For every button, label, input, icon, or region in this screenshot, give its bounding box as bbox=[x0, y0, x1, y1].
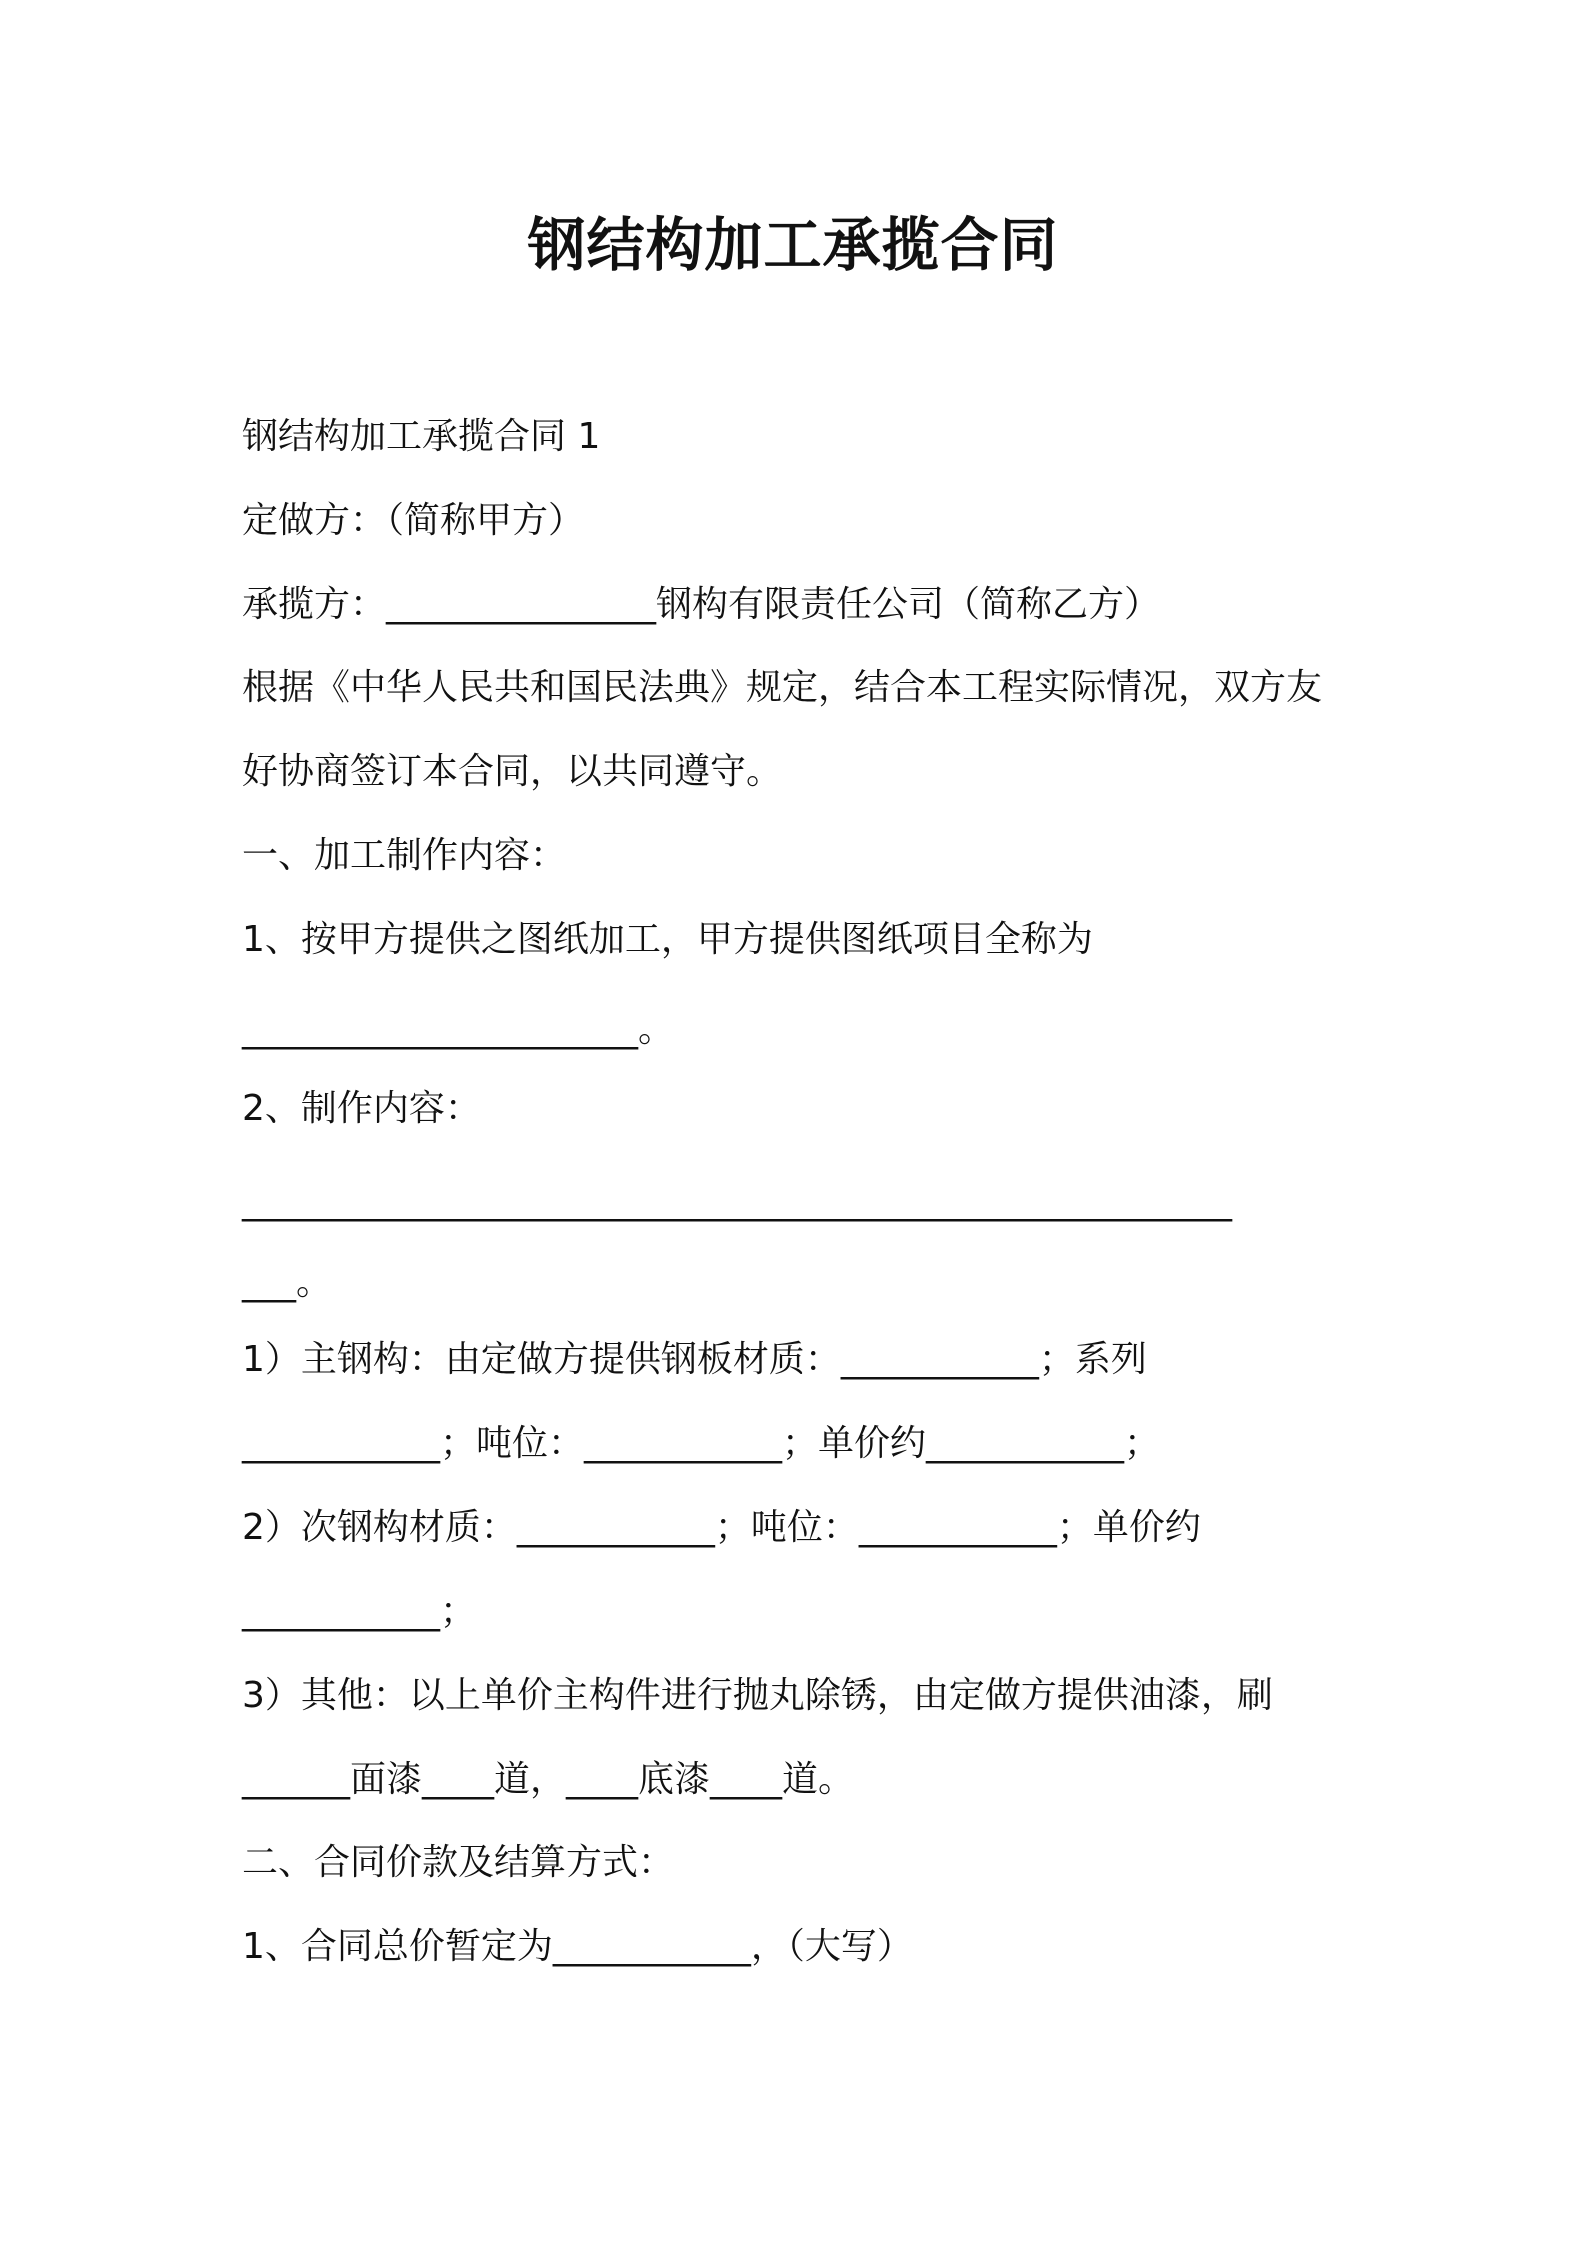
secondary-steel-line-2: ___________； bbox=[242, 1591, 477, 1632]
clause-1-2-heading: 2、制作内容： bbox=[242, 1088, 481, 1129]
secondary-steel-line-1: 2）次钢构材质：___________；吨位：___________；单价约 bbox=[242, 1507, 1201, 1548]
clause-2-1-line: 1、合同总价暂定为___________，（大写） bbox=[242, 1926, 913, 1967]
preamble-line-2: 好协商签订本合同，以共同遵守。 bbox=[242, 751, 783, 792]
party-a-line: 定做方：（简称甲方） bbox=[242, 500, 585, 541]
preamble-line-1: 根据《中华人民共和国民法典》规定，结合本工程实际情况，双方友 bbox=[242, 667, 1323, 708]
section-1-heading: 一、加工制作内容： bbox=[242, 835, 567, 876]
main-steel-line-2: ___________；吨位：___________；单价约___________； bbox=[242, 1423, 1161, 1464]
clause-1-2-blank-line-1: _______________________________________________________ bbox=[242, 1181, 1232, 1222]
party-b-line: 承揽方：_______________钢构有限责任公司（简称乙方） bbox=[242, 584, 1161, 625]
main-steel-line-1: 1）主钢构：由定做方提供钢板材质：___________；系列 bbox=[242, 1339, 1147, 1380]
other-line-1: 3）其他：以上单价主构件进行抛丸除锈，由定做方提供油漆，刷 bbox=[242, 1675, 1273, 1716]
document-title: 钢结构加工承揽合同 bbox=[527, 211, 1059, 279]
section-2-heading: 二、合同价款及结算方式： bbox=[242, 1842, 675, 1883]
clause-1-1-line-1: 1、按甲方提供之图纸加工，甲方提供图纸项目全称为 bbox=[242, 919, 1093, 960]
contract-subtitle: 钢结构加工承揽合同 1 bbox=[242, 416, 601, 457]
other-line-2: ______面漆____道，____底漆____道。 bbox=[242, 1759, 855, 1800]
clause-1-2-blank-line-2: ___。 bbox=[242, 1262, 333, 1303]
clause-1-1-line-2: ______________________。 bbox=[242, 1009, 674, 1050]
